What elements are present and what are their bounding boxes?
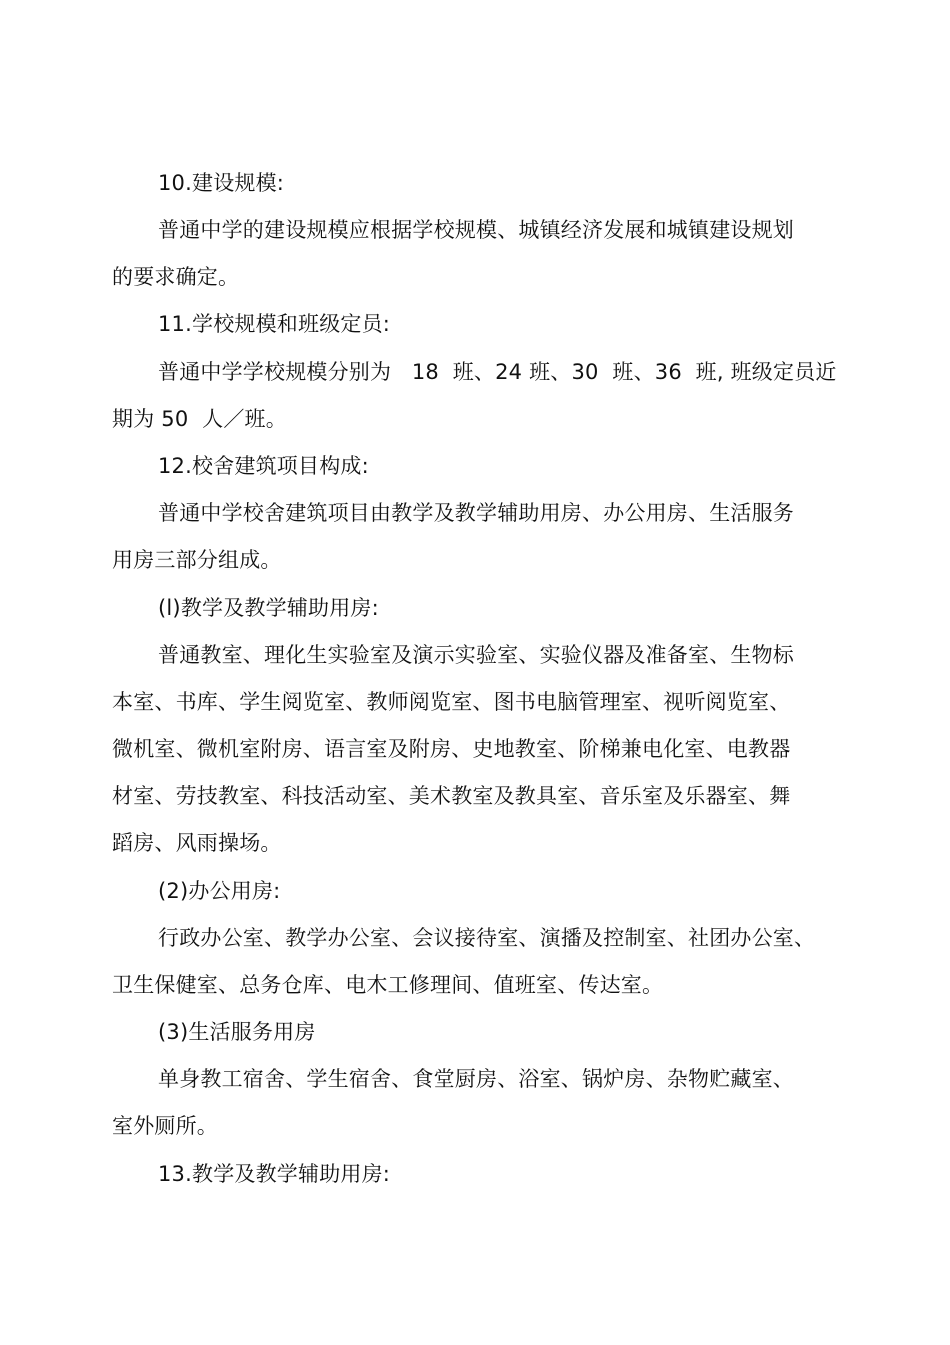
paragraph-line: 的要求确定。 xyxy=(112,265,240,289)
subsection-heading-3: (3)生活服务用房 xyxy=(158,1020,316,1044)
section-heading-12: 12.校舍建筑项目构成: xyxy=(158,454,369,478)
section-heading-10: 10.建设规模: xyxy=(158,171,285,195)
paragraph-line: 蹈房、风雨操场。 xyxy=(112,831,282,855)
paragraph-line: 本室、书库、学生阅览室、教师阅览室、图书电脑管理室、视听阅览室、 xyxy=(112,690,791,714)
paragraph-line: 期为 50 人／班。 xyxy=(112,407,287,431)
paragraph-line: 普通教室、理化生实验室及演示实验室、实验仪器及准备室、生物标 xyxy=(158,643,794,667)
section-heading-11: 11.学校规模和班级定员: xyxy=(158,312,391,336)
subsection-heading-2: (2)办公用房: xyxy=(158,879,281,903)
section-heading-13: 13.教学及教学辅助用房: xyxy=(158,1162,391,1186)
paragraph-line: 微机室、微机室附房、语言室及附房、史地教室、阶梯兼电化室、电教器 xyxy=(112,737,791,761)
paragraph-line: 普通中学学校规模分别为 18 班、24 班、30 班、36 班, 班级定员近 xyxy=(158,360,837,384)
paragraph-line: 室外厕所。 xyxy=(112,1114,218,1138)
subsection-heading-1: (l)教学及教学辅助用房: xyxy=(158,596,379,620)
paragraph-line: 行政办公室、教学办公室、会议接待室、演播及控制室、社团办公室、 xyxy=(158,926,816,950)
paragraph-line: 用房三部分组成。 xyxy=(112,548,282,572)
paragraph-line: 普通中学校舍建筑项目由教学及教学辅助用房、办公用房、生活服务 xyxy=(158,501,794,525)
paragraph-line: 卫生保健室、总务仓库、电木工修理间、值班室、传达室。 xyxy=(112,973,664,997)
paragraph-line: 单身教工宿舍、学生宿舍、食堂厨房、浴室、锅炉房、杂物贮藏室、 xyxy=(158,1067,794,1091)
paragraph-line: 材室、劳技教室、科技活动室、美术教室及教具室、音乐室及乐器室、舞 xyxy=(112,784,791,808)
paragraph-line: 普通中学的建设规模应根据学校规模、城镇经济发展和城镇建设规划 xyxy=(158,218,794,242)
